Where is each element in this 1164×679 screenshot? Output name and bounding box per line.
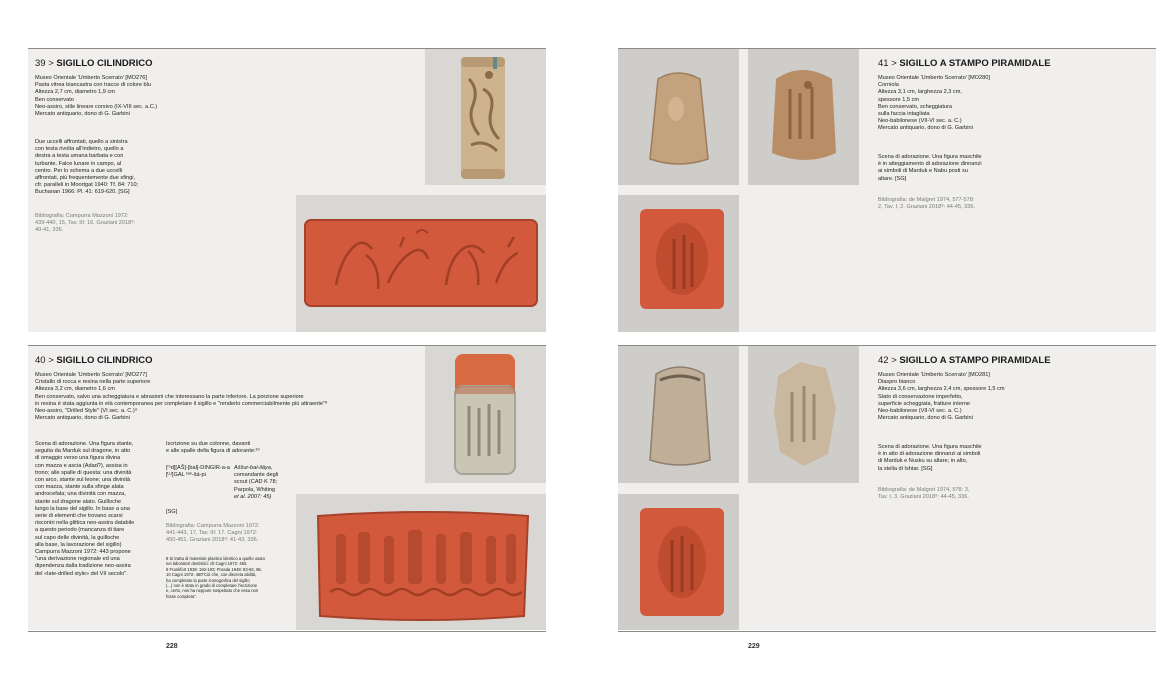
info-line: Stato di conservazione imperfetto,: [878, 393, 963, 400]
desc-line: Scena di adorazione. Una figura maschile: [878, 154, 982, 160]
info-line: Altezza 3,6 cm, larghezza 2,4 cm, spessore 1,5 cm: [878, 386, 1005, 393]
footnote-line: (...) non è stato in grado di completare l'iscrizione: [166, 583, 258, 589]
desc-line: centro. Per lo schema a due uccelli: [35, 167, 123, 174]
stamp-seal-42-photo: [618, 346, 739, 483]
stamp-impression-42-photo: [618, 494, 739, 630]
entry-heading: SIGILLO A STAMPO PIRAMIDALE: [899, 355, 1051, 366]
stamp-seal-41-face-photo: [748, 49, 859, 185]
footnote-line: ha completato la parte iconografica del sigillo: [166, 577, 250, 583]
entry-39-title: 39 > SIGILLO CILINDRICO: [35, 58, 153, 69]
inscription-line: Aššur-bal-ilāya,: [234, 465, 273, 471]
entry-41-description: [878, 154, 1058, 183]
desc-line: a questo periodo (mancanza di tiare: [35, 527, 125, 534]
entry-40-description: [35, 441, 163, 578]
bottom-rule-left: [28, 631, 546, 632]
entry-40-title: 40 > SIGILLO CILINDRICO: [35, 355, 153, 366]
entry-heading: SIGILLO CILINDRICO: [56, 355, 153, 366]
cylinder-seal-39-photo: [425, 49, 546, 185]
entry-39-info: [35, 75, 285, 118]
desc-line: androcefala; una divinità con mazza,: [35, 491, 126, 498]
desc-line: Scena di adorazione. Una figura stante,: [35, 441, 134, 447]
entry-40-bibliography: [166, 523, 298, 545]
bib-line: 450-451. Graziani 2018⁸: 41-43, 336.: [166, 537, 259, 544]
info-line: superficie scheggiata, fratture interne: [878, 400, 971, 407]
desc-line: di omaggio verso una figura divina: [35, 455, 121, 462]
page-number-right: 229: [748, 643, 760, 650]
info-line: Altezza 3,2 cm, diametro 1,6 cm: [35, 386, 115, 393]
bib-line: 40-41, 336.: [35, 227, 64, 234]
info-line: Mercato antiquario, dono di G. Garbini: [35, 415, 130, 422]
desc-line: di Marduk e Nusku su altare; in alto,: [878, 458, 968, 465]
entry-40-inscription-transliteration: [166, 465, 232, 479]
desc-line: Campurra Mazzoni 1972: 443 propone: [35, 549, 131, 556]
desc-line: altare. [SG]: [878, 175, 907, 182]
desc-line: Due uccelli affrontati, quello a sinistra: [35, 139, 128, 145]
info-line: Mercato antiquario, dono di G. Garbini: [35, 111, 130, 118]
desc-line: ai simboli di Marduk e Nabu posti su: [878, 168, 968, 175]
inscription-line: [ᴸᵁ]GAL ᵏᵃᵏ-šá-pi: [166, 472, 206, 479]
info-line: Cristallo di rocca e resina nella parte superiore: [35, 379, 151, 386]
entry-42-bibliography: [878, 487, 1068, 501]
desc-line: seguita da Marduk sul dragone, in atto: [35, 448, 131, 455]
entry-41-bibliography: [878, 197, 1068, 211]
info-line: Ben conservato, salvo una scheggiatura e abrasioni che interessano la parte inferiore. La porzione superiore: [35, 393, 304, 400]
desc-line: è in atto di adorazione dinnanzi ai simboli: [878, 451, 981, 458]
footnote-line: 9 Frankfort 1939: 192-193; Porada 1948: 83-84, 96.: [166, 566, 262, 572]
entry-heading: SIGILLO A STAMPO PIRAMIDALE: [899, 58, 1051, 69]
info-line: Mercato antiquario, dono di G. Garbini: [878, 415, 973, 422]
bib-line: 439-440, 15, Tav. III: 16. Graziani 2018⁸:: [35, 220, 136, 227]
info-line: Ben conservato: [35, 96, 74, 103]
bib-line: Bibliografia: de Malgret 1974, 577-578:: [878, 197, 975, 203]
inscription-line: e alle spalle della figura di adorante:¹⁰: [166, 448, 260, 455]
info-line: Museo Orientale 'Umberto Scerrato' [MO281]: [878, 372, 990, 378]
desc-line: riscontri nella glittica neo-assira databile: [35, 520, 135, 527]
desc-line: Buchanan 1966: Pl. 41: 619-620. [SG]: [35, 189, 130, 196]
desc-line: destra a testa umana barbata e con: [35, 153, 124, 160]
entry-40-sg: [SG]: [166, 509, 178, 515]
entry-41-info: [878, 75, 1058, 133]
desc-line: con mazza, stante sulla sfinge alata: [35, 484, 124, 491]
desc-line: affrontati, più frequentemente due sfingi,: [35, 175, 136, 182]
stamp-seal-41-photo: [618, 49, 739, 185]
footnote-line: 10 Cagni 1972: 450"Ciò che, con discreta abilità,: [166, 572, 257, 578]
entry-number: 40: [35, 355, 46, 366]
info-line: Mercato antiquario, dono di G. Garbini: [878, 125, 973, 132]
desc-line: trono; alle spalle di questa: una divinità: [35, 469, 132, 476]
entry-41-title: 41 > SIGILLO A STAMPO PIRAMIDALE: [878, 58, 1051, 69]
page-number-left: 228: [166, 643, 178, 650]
cylinder-impression-39-photo: [296, 195, 546, 332]
entry-40-footnotes: [166, 556, 298, 599]
inscription-line: [ᵐd][AŠ]-[bal]-DINGIR-a-a: [166, 465, 230, 471]
entry-40-inscription-translation: [234, 465, 296, 501]
bottom-rule-right: [618, 631, 1156, 632]
entry-39-description: [35, 139, 185, 197]
desc-line: con mazza e ascia (Adad?), assisa in: [35, 462, 128, 469]
entry-heading: SIGILLO CILINDRICO: [56, 58, 153, 69]
footnote-line: e, certo, non ha neppure sospettato che essa non: [166, 588, 259, 594]
desc-line: turbante. Falce lunare in campo, al: [35, 160, 122, 167]
desc-line: stante sul dragone alato. Guilloche: [35, 498, 122, 505]
footnote-line: 8 Si tratta di materiale plastico identico a quello usato: [166, 556, 265, 561]
entry-42-info: [878, 372, 1078, 422]
info-line: Museo Orientale 'Umberto Scerrato' [MO276]: [35, 75, 147, 81]
desc-line: Scena di adorazione. Una figura maschile: [878, 444, 982, 450]
desc-line: la stella di Ishtar. [SG]: [878, 465, 933, 472]
info-line: Corniola: [878, 82, 899, 89]
info-line: Altezza 3,1 cm, larghezza 2,3 cm,: [878, 89, 962, 96]
inscription-line: comandante degli: [234, 472, 279, 479]
entry-40-inscription-intro: [166, 441, 296, 455]
info-line: Diaspro bianco: [878, 379, 916, 386]
bib-line: 441-443, 17, Tav. III: 17. Cagni 1972:: [166, 530, 258, 537]
desc-line: cfr. paralleli in Moortgat 1940: Tf. 84: 710;: [35, 182, 139, 189]
entry-number: 39: [35, 58, 46, 69]
footnote-line: nei laboratori dentistici: cfr.Cagni 1972: 450.: [166, 561, 248, 567]
info-line: spessore 1,5 cm: [878, 96, 920, 103]
info-line: Altezza 2,7 cm, diametro 1,9 cm: [35, 89, 115, 96]
stamp-seal-42-face-photo: [748, 346, 859, 483]
inscription-line: scout (CAD K 78;: [234, 479, 278, 486]
info-line: Neo-assiro, "Drilled Style" (VI sec. a. C.)⁹: [35, 408, 138, 415]
entry-number: 41: [878, 58, 889, 69]
entry-number: 42: [878, 355, 889, 366]
desc-line: alla base, la lavorazione del sigillo): [35, 541, 122, 548]
entry-40-info: [35, 372, 425, 422]
desc-line: è in atteggiamento di adorazione dinnanzi: [878, 161, 982, 168]
footnote-line: fosse completa".: [166, 593, 197, 599]
desc-line: serie di elementi che trovano scarsi: [35, 513, 123, 520]
info-line: Ben conservato, scheggiatura: [878, 103, 953, 110]
entry-42-description: [878, 444, 1068, 473]
desc-line: del «late-drilled style» del VII secolo".: [35, 570, 128, 577]
entry-39-bibliography: [35, 213, 185, 235]
info-line: sulla faccia intagliata: [878, 111, 930, 118]
desc-line: dipendenza dalla tradizione neo-assira: [35, 563, 131, 570]
cylinder-seal-40-photo: [425, 346, 546, 483]
bib-line: Bibliografia: Campurra Mazzoni 1972:: [166, 523, 260, 529]
info-line: Pasta vitrea biancastra con tracce di colore blu: [35, 82, 151, 89]
desc-line: "una derivazione regionale ed una: [35, 556, 120, 563]
desc-line: sul capo delle divinità, la guilloche: [35, 534, 120, 541]
bib-line: 2, Tav. I, 2. Graziani 2018⁸: 44-45, 336.: [878, 204, 975, 211]
cylinder-impression-40-photo: [296, 494, 546, 630]
info-line: Neo-assiro, stile lineare corsivo (IX-VIII sec. a.C.): [35, 103, 158, 110]
info-line: Neo-babilonese (VII-VI sec. a. C.): [878, 118, 962, 125]
bib-line: Bibliografia: de Malgret 1974, 578: 3,: [878, 487, 970, 493]
desc-line: lungo la base del sigillo. In base a una: [35, 505, 130, 512]
inscription-line: Parpola, Whiting: [234, 486, 276, 493]
stamp-impression-41-photo: [618, 195, 739, 332]
inscription-line: Iscrizione su due colonne, davanti: [166, 441, 251, 447]
info-line: Neo-babilonese (VII-VI sec. a. C.): [878, 408, 962, 415]
entry-42-title: 42 > SIGILLO A STAMPO PIRAMIDALE: [878, 355, 1051, 366]
info-line: in resina è stata aggiunta in età contemporanea per completare il sigillo e "renderlo commerciabilmente più attraente"⁸: [35, 400, 328, 407]
desc-line: con arco, stante sul leone; una divinità: [35, 477, 131, 484]
bib-line: Tav. I, 3. Graziani 2018⁸: 44-45, 336.: [878, 494, 969, 501]
info-line: Museo Orientale 'Umberto Scerrato' [MO280]: [878, 75, 990, 81]
inscription-line: et al. 2007: 45): [234, 493, 272, 500]
desc-line: con testa rivolta all'indietro, quello a: [35, 146, 124, 153]
bib-line: Bibliografia: Campurra Mazzoni 1972:: [35, 213, 129, 219]
info-line: Museo Orientale 'Umberto Scerrato' [MO277]: [35, 372, 147, 378]
